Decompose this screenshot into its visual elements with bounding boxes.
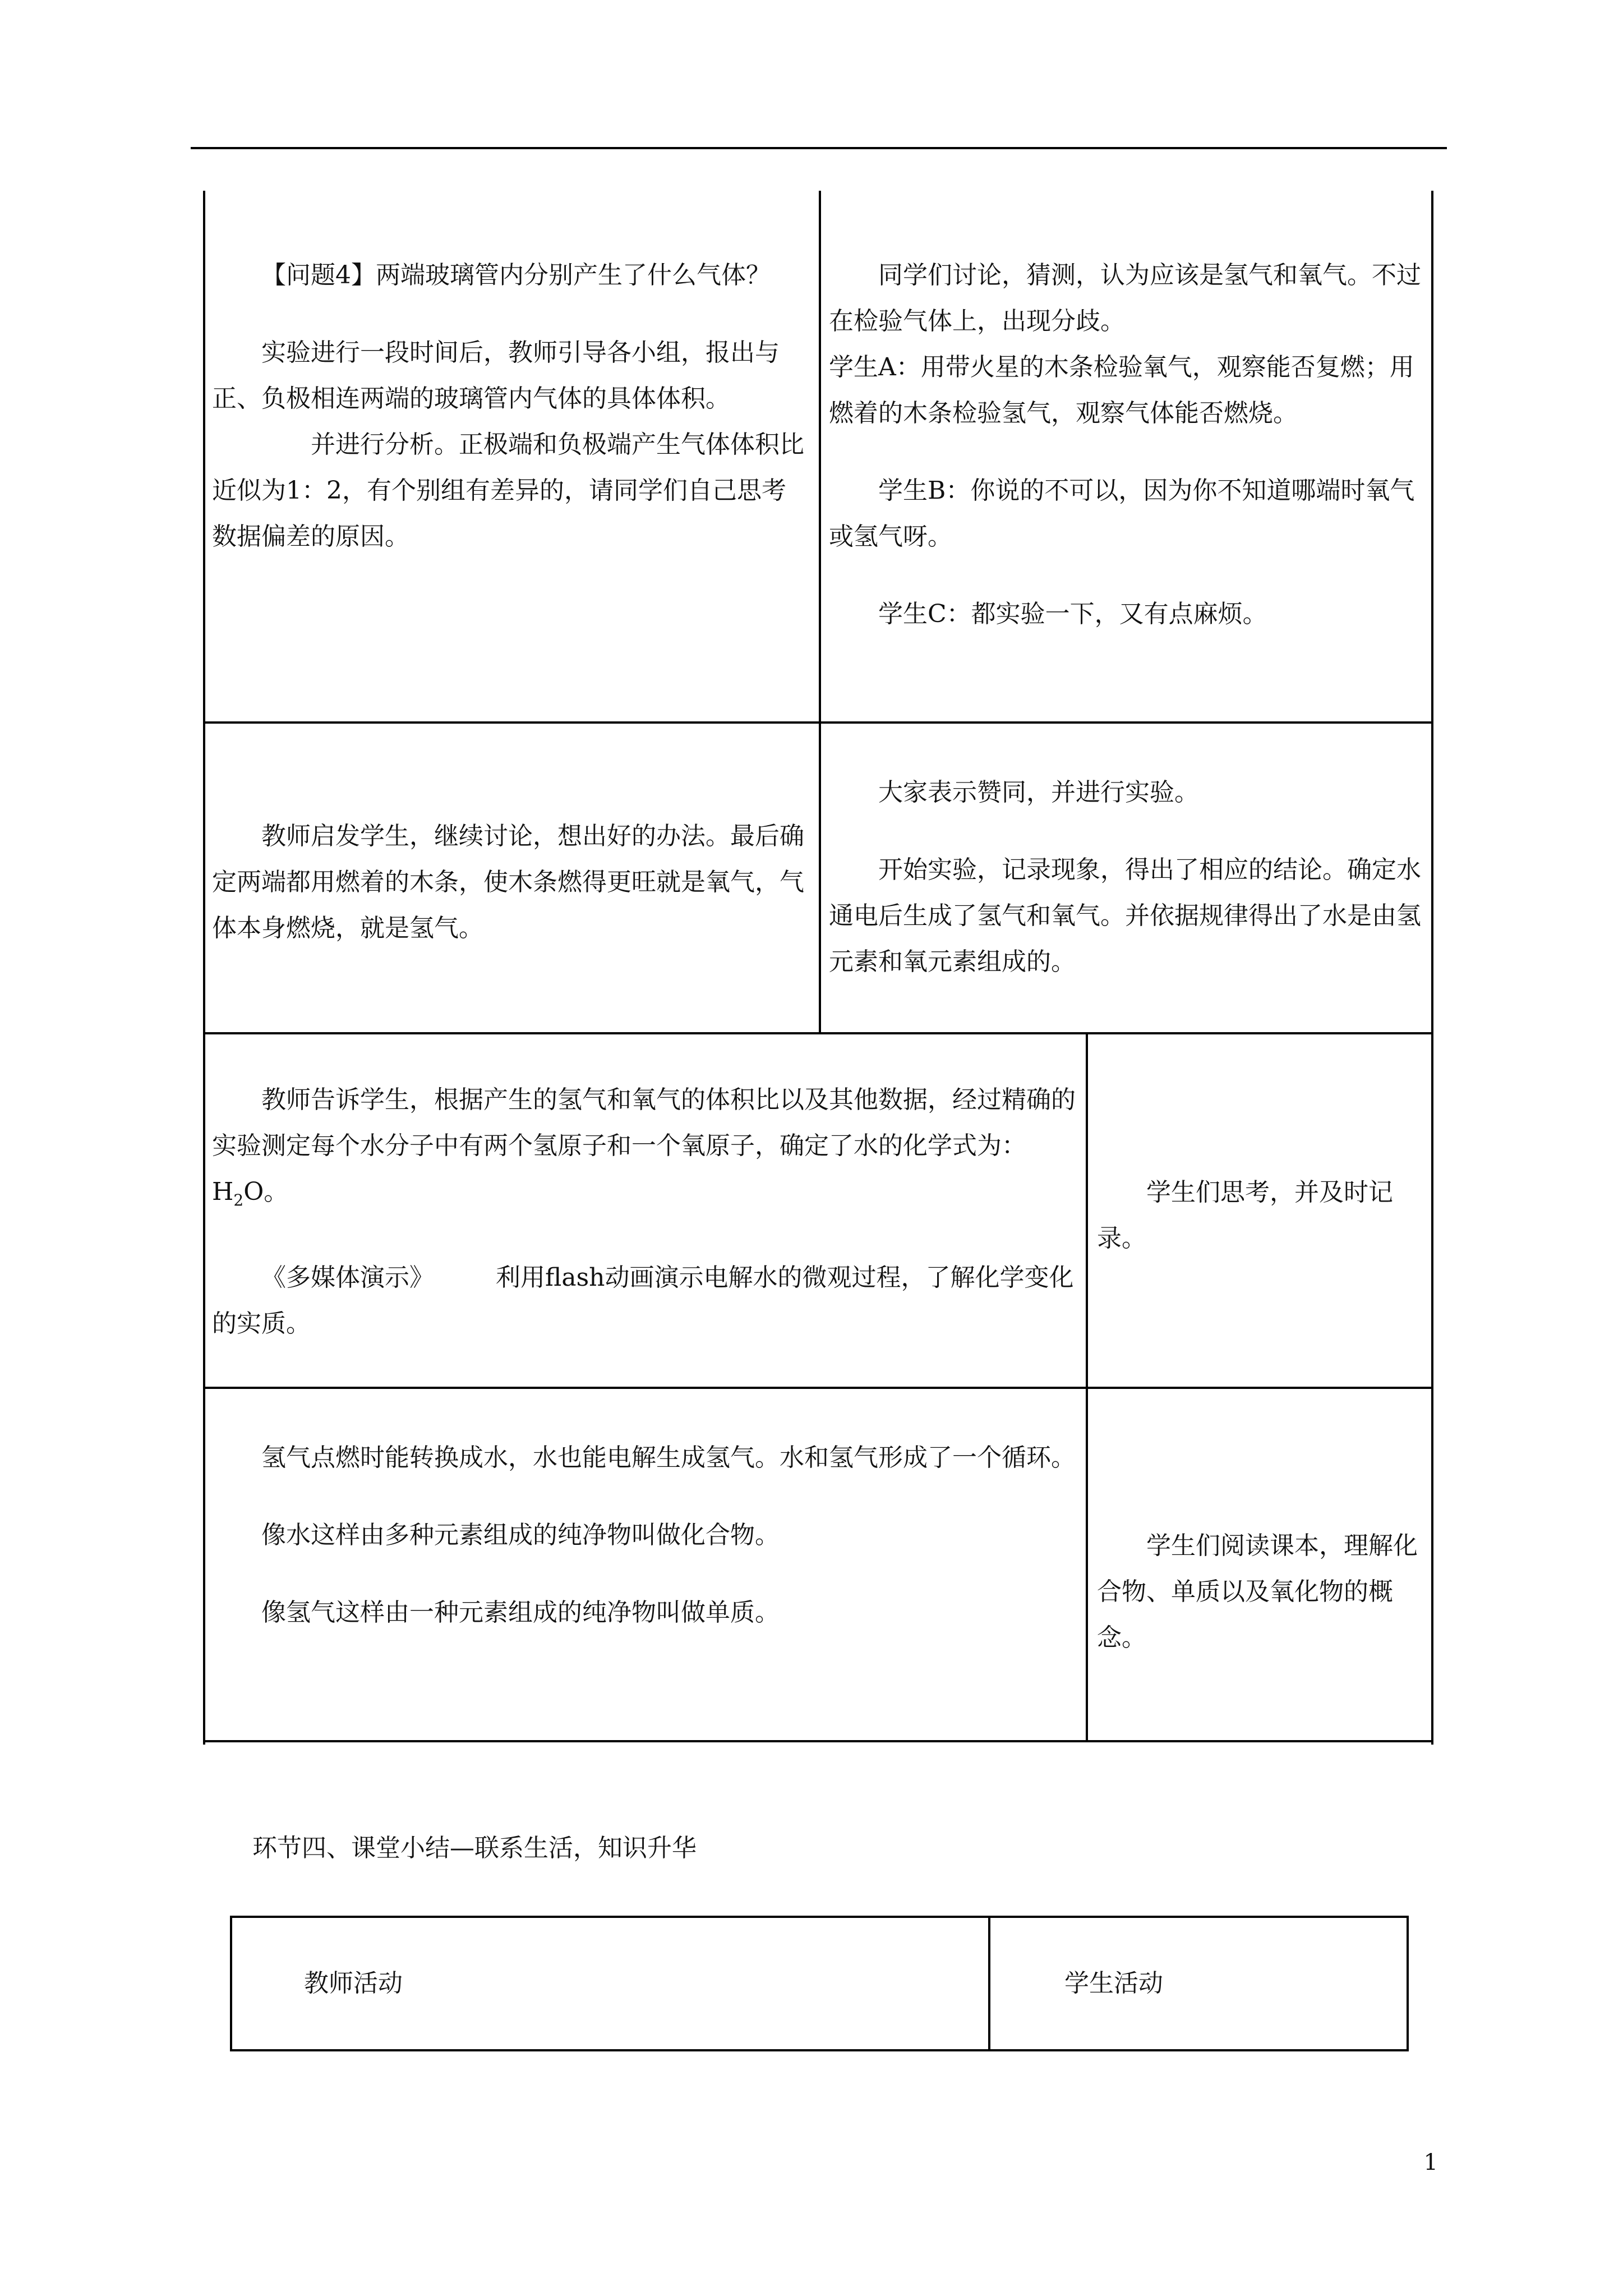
row4-student-cell (1097, 1523, 1424, 1661)
teacher-activity-label: 教师活动 (304, 1969, 403, 1998)
table-right-border (1431, 191, 1433, 1745)
row4-teacher-cell (212, 1435, 1076, 1636)
question-4-label: 【问题4】 (261, 261, 376, 289)
table-bottom-border (203, 1740, 1433, 1742)
row2-student-cell (829, 770, 1423, 985)
student-paragraph: 学生B：你说的不可以，因为你不知道哪端时氧气或氢气呀。 (829, 476, 1415, 551)
formula-text: 教师告诉学生，根据产生的氢气和氧气的体积比以及其他数据，经过精确的实验测定每个水分子中有两个氢原子和一个氧原子，确定了水的化学式为：H (212, 1085, 1076, 1206)
section4-heading: 环节四、课堂小结—联系生活，知识升华 (252, 1834, 697, 1862)
table-left-border (203, 191, 205, 1745)
student-paragraph: 学生A：用带火星的木条检验氧气，观察能否复燃；用燃着的木条检验氢气，观察气体能否燃烧。 (829, 353, 1414, 427)
formula-subscript: 2 (233, 1190, 244, 1209)
question-4 (212, 252, 806, 298)
student-activity-label: 学生活动 (1064, 1969, 1163, 1998)
row-divider-2 (203, 1032, 1433, 1034)
teacher-paragraph: 像氢气这样由一种元素组成的纯净物叫做单质。 (261, 1598, 780, 1627)
activity-header-divider (988, 1916, 990, 2051)
multimedia-demo-label: 《多媒体演示》 (261, 1263, 434, 1292)
student-paragraph: 大家表示赞同，并进行实验。 (878, 778, 1199, 807)
teacher-paragraph (212, 1077, 1076, 1223)
page-number: 1 (1423, 2150, 1438, 2175)
student-paragraph: 开始实验，记录现象，得出了相应的结论。确定水通电后生成了氢气和氧气。并依据规律得出了水是由氢元素和氧元素组成的。 (829, 855, 1421, 976)
col-divider-upper (819, 191, 821, 1032)
multimedia-demo (212, 1255, 1076, 1347)
teacher-paragraph: 实验进行一段时间后，教师引导各小组，报出与正、负极相连两端的玻璃管内气体的具体体积。 (212, 338, 780, 413)
row2-teacher-cell (212, 813, 806, 951)
formula-end: O。 (243, 1177, 289, 1206)
row1-student-cell (829, 252, 1423, 637)
header-rule (191, 147, 1447, 149)
row-divider-3 (203, 1387, 1433, 1389)
teacher-paragraph: 教师启发学生，继续讨论，想出好的办法。最后确定两端都用燃着的木条，使木条燃得更旺就是氧气，气体本身燃烧，就是氢气。 (212, 822, 804, 942)
activity-header-table (230, 1916, 1409, 2051)
row-divider-1 (203, 721, 1433, 724)
student-paragraph: 同学们讨论，猜测，认为应该是氢气和氧气。不过在检验气体上，出现分歧。 (829, 261, 1421, 335)
student-paragraph: 学生C：都实验一下，又有点麻烦。 (878, 600, 1267, 628)
teacher-paragraph: 氢气点燃时能转换成水，水也能电解生成氢气。水和氢气形成了一个循环。 (261, 1443, 1076, 1472)
student-paragraph: 学生们思考，并及时记录。 (1097, 1178, 1393, 1253)
row1-teacher-cell (212, 252, 806, 560)
student-paragraph: 学生们阅读课本，理解化合物、单质以及氧化物的概念。 (1097, 1531, 1418, 1652)
multimedia-demo-text: 利用flash动画演示电解水的微观过程，了解化学变化的实质。 (212, 1263, 1074, 1338)
row3-student-cell (1097, 1170, 1424, 1262)
row3-teacher-cell (212, 1077, 1076, 1347)
question-4-text: 两端玻璃管内分别产生了什么气体？ (376, 261, 771, 289)
col-divider-lower (1086, 1032, 1088, 1741)
teacher-paragraph: 并进行分析。正极端和负极端产生气体体积比近似为1：2，有个别组有差异的，请同学们自己思考数据偏差的原因。 (212, 430, 804, 551)
teacher-paragraph: 像水这样由多种元素组成的纯净物叫做化合物。 (261, 1521, 780, 1549)
